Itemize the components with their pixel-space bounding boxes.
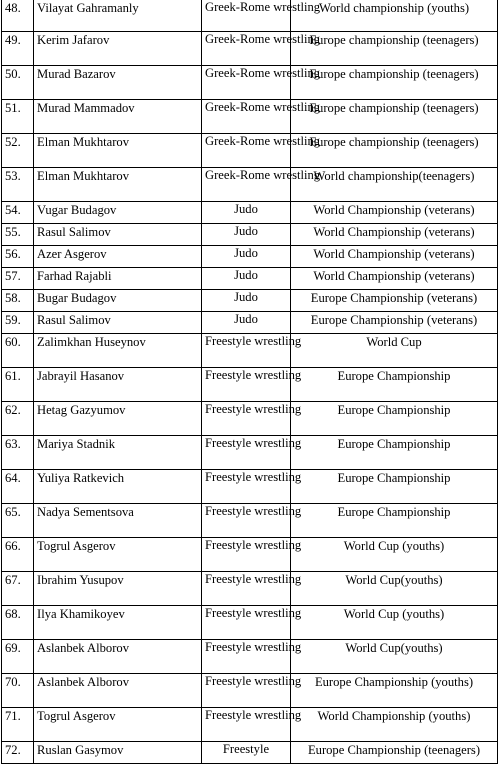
row-number: 49.: [2, 32, 34, 66]
row-number: 66.: [2, 538, 34, 572]
row-number: 59.: [2, 312, 34, 334]
sport-discipline: Judo: [202, 268, 291, 290]
table-row: [2, 100, 498, 134]
competition-event: Europe Championship: [291, 504, 498, 538]
table-row: [2, 246, 498, 268]
table-row: [2, 640, 498, 674]
competition-event: Europe Championship: [291, 368, 498, 402]
sport-discipline: Freestyle wrestling: [202, 640, 291, 674]
competition-event: Europe championship (teenagers): [291, 134, 498, 168]
sport-discipline: Judo: [202, 202, 291, 224]
sport-discipline: Freestyle wrestling: [202, 538, 291, 572]
competition-event: Europe Championship (teenagers): [291, 742, 498, 764]
row-number: 68.: [2, 606, 34, 640]
competition-event: Europe championship (teenagers): [291, 66, 498, 100]
sport-discipline: Freestyle wrestling: [202, 572, 291, 606]
row-number: 69.: [2, 640, 34, 674]
row-number: 64.: [2, 470, 34, 504]
athlete-name: Elman Mukhtarov: [34, 134, 202, 168]
row-number: 57.: [2, 268, 34, 290]
competition-event: Europe Championship: [291, 436, 498, 470]
sport-discipline: Freestyle wrestling: [202, 606, 291, 640]
sport-discipline: Freestyle wrestling: [202, 402, 291, 436]
competition-event: World Championship (veterans): [291, 268, 498, 290]
competition-event: World Cup: [291, 334, 498, 368]
athlete-name: Azer Asgerov: [34, 246, 202, 268]
row-number: 72.: [2, 742, 34, 764]
table-row: [2, 606, 498, 640]
table-row: [2, 0, 498, 32]
sport-discipline: Judo: [202, 224, 291, 246]
row-number: 67.: [2, 572, 34, 606]
competition-event: Europe championship (teenagers): [291, 100, 498, 134]
sport-discipline: Freestyle wrestling: [202, 436, 291, 470]
athlete-name: Hetag Gazyumov: [34, 402, 202, 436]
competition-event: Europe Championship: [291, 470, 498, 504]
competition-event: World Cup(youths): [291, 640, 498, 674]
sport-discipline: Freestyle wrestling: [202, 470, 291, 504]
table-row: [2, 66, 498, 100]
table-row: [2, 708, 498, 742]
athlete-name: Togrul Asgerov: [34, 708, 202, 742]
athlete-name: Rasul Salimov: [34, 312, 202, 334]
sport-discipline: Judo: [202, 290, 291, 312]
table-row: [2, 402, 498, 436]
sport-discipline: Freestyle wrestling: [202, 504, 291, 538]
competition-event: Europe championship (teenagers): [291, 32, 498, 66]
row-number: 52.: [2, 134, 34, 168]
athlete-name: Ibrahim Yusupov: [34, 572, 202, 606]
competition-event: World Cup (youths): [291, 606, 498, 640]
sport-discipline: Freestyle wrestling: [202, 368, 291, 402]
table-row: [2, 268, 498, 290]
sport-discipline: Greek-Rome wrestling: [202, 66, 291, 100]
table-row: [2, 224, 498, 246]
table-row: [2, 334, 498, 368]
athlete-name: Kerim Jafarov: [34, 32, 202, 66]
sport-discipline: Greek-Rome wrestling: [202, 134, 291, 168]
sport-discipline: Freestyle wrestling: [202, 674, 291, 708]
row-number: 58.: [2, 290, 34, 312]
table-row: [2, 538, 498, 572]
row-number: 60.: [2, 334, 34, 368]
table-row: [2, 572, 498, 606]
table-row: [2, 674, 498, 708]
competition-event: Europe Championship: [291, 402, 498, 436]
competition-event: Europe Championship (veterans): [291, 312, 498, 334]
sport-discipline: Freestyle: [202, 742, 291, 764]
athlete-name: Mariya Stadnik: [34, 436, 202, 470]
athlete-name: Yuliya Ratkevich: [34, 470, 202, 504]
row-number: 61.: [2, 368, 34, 402]
competition-event: World Championship (veterans): [291, 246, 498, 268]
sport-discipline: Freestyle wrestling: [202, 708, 291, 742]
athlete-name: Vilayat Gahramanly: [34, 0, 202, 32]
sport-discipline: Greek-Rome wrestling: [202, 0, 291, 32]
competition-event: World Championship (veterans): [291, 224, 498, 246]
row-number: 51.: [2, 100, 34, 134]
table-row: [2, 436, 498, 470]
athlete-name: Ilya Khamikoyev: [34, 606, 202, 640]
results-table: [1, 0, 498, 764]
table-row: [2, 32, 498, 66]
competition-event: World Cup(youths): [291, 572, 498, 606]
row-number: 70.: [2, 674, 34, 708]
table-row: [2, 504, 498, 538]
table-row: [2, 168, 498, 202]
athlete-name: Murad Mammadov: [34, 100, 202, 134]
sport-discipline: Judo: [202, 312, 291, 334]
athlete-name: Aslanbek Alborov: [34, 640, 202, 674]
competition-event: World Cup (youths): [291, 538, 498, 572]
athlete-name: Aslanbek Alborov: [34, 674, 202, 708]
competition-event: World Championship (youths): [291, 708, 498, 742]
row-number: 53.: [2, 168, 34, 202]
competition-event: Europe Championship (youths): [291, 674, 498, 708]
competition-event: Europe Championship (veterans): [291, 290, 498, 312]
sport-discipline: Greek-Rome wrestling: [202, 32, 291, 66]
table-row: [2, 134, 498, 168]
competition-event: World championship (youths): [291, 0, 498, 32]
athlete-name: Togrul Asgerov: [34, 538, 202, 572]
row-number: 54.: [2, 202, 34, 224]
row-number: 71.: [2, 708, 34, 742]
competition-event: World Championship (veterans): [291, 202, 498, 224]
athlete-name: Zalimkhan Huseynov: [34, 334, 202, 368]
row-number: 65.: [2, 504, 34, 538]
athlete-name: Ruslan Gasymov: [34, 742, 202, 764]
sport-discipline: Freestyle wrestling: [202, 334, 291, 368]
row-number: 63.: [2, 436, 34, 470]
athlete-name: Vugar Budagov: [34, 202, 202, 224]
athlete-name: Nadya Sementsova: [34, 504, 202, 538]
athlete-name: Bugar Budagov: [34, 290, 202, 312]
sport-discipline: Judo: [202, 246, 291, 268]
row-number: 62.: [2, 402, 34, 436]
athlete-name: Farhad Rajabli: [34, 268, 202, 290]
sport-discipline: Greek-Rome wrestling: [202, 100, 291, 134]
row-number: 48.: [2, 0, 34, 32]
table-row: [2, 742, 498, 764]
table-row: [2, 312, 498, 334]
row-number: 56.: [2, 246, 34, 268]
athlete-name: Elman Mukhtarov: [34, 168, 202, 202]
row-number: 50.: [2, 66, 34, 100]
athlete-name: Rasul Salimov: [34, 224, 202, 246]
table-row: [2, 290, 498, 312]
table-row: [2, 368, 498, 402]
row-number: 55.: [2, 224, 34, 246]
sport-discipline: Greek-Rome wrestling: [202, 168, 291, 202]
competition-event: World championship(teenagers): [291, 168, 498, 202]
athlete-name: Jabrayil Hasanov: [34, 368, 202, 402]
athlete-name: Murad Bazarov: [34, 66, 202, 100]
table-row: [2, 202, 498, 224]
table-row: [2, 470, 498, 504]
